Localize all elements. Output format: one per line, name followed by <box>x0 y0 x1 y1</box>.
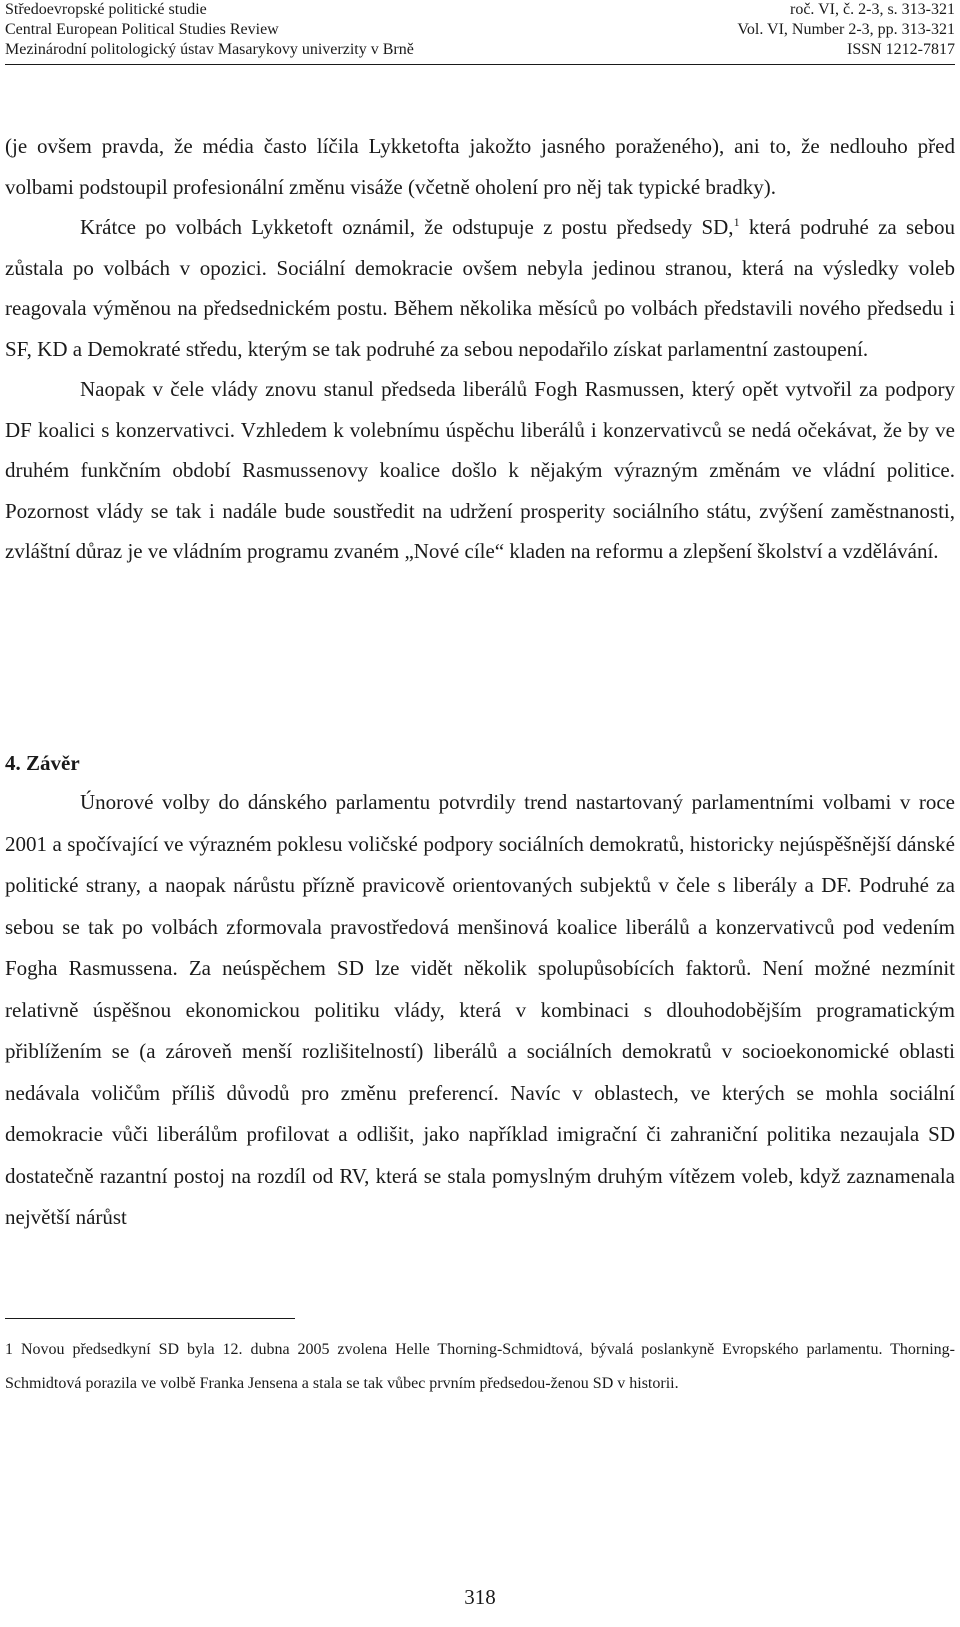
page-number: 318 <box>464 1585 496 1609</box>
footnote-divider <box>5 1318 295 1319</box>
journal-title-czech: Středoevropské politické studie <box>5 1 207 18</box>
section-heading: 4. Závěr <box>5 751 80 775</box>
footnote-marker: 1 <box>5 1341 13 1358</box>
header-row-3 <box>5 40 955 60</box>
body-text-block <box>5 126 955 572</box>
paragraph <box>5 207 955 369</box>
header-row-1 <box>5 0 955 20</box>
volume-info-english: Vol. VI, Number 2-3, pp. 313-321 <box>737 21 955 38</box>
publisher-institute: Mezinárodní politologický ústav Masarykovy univerzity v Brně <box>5 41 414 58</box>
paragraph: (je ovšem pravda, že média často líčila Lykketofta jakožto jasného poraženého), ani to, že nedlouho před volbami podstoupil profesionální změnu visáže (včetně oholení pro něj tak typické bradky). <box>5 134 955 199</box>
volume-info-czech: roč. VI, č. 2-3, s. 313-321 <box>789 1 955 18</box>
footnote-paragraph <box>5 1333 955 1401</box>
running-header <box>5 0 955 60</box>
paragraph: Naopak v čele vlády znovu stanul předseda liberálů Fogh Rasmussen, který opět vytvořil za podpory DF koalici s konzervativci. Vzhledem k volebnímu úspěchu liberálů i konzervativců se nedá očekávat, že by ve druhém funkčním období Rasmussenovy koalice došlo k nějakým výrazným změnám ve vládní politice. Pozornost vlády se tak i nadále bude soustředit na udržení prosperity sociálního státu, zvýšení zaměstnanosti, zvláštní důraz je ve vládním programu zvaném „Nové cíle“ kladen na reformu a zlepšení školství a vzdělávání. <box>5 377 955 563</box>
paragraph-text: která podruhé za sebou zůstala po volbách v opozici. Sociální demokracie ovšem nebyla jedinou stranou, která na výsledky voleb reagovala výměnou na předsednickém postu. Během několika měsíců po volbách představili nového předsedu i SF, KD a Demokraté středu, kterým se tak podruhé za sebou nepodařilo získat parlamentní zastoupení. <box>5 215 955 361</box>
conclusion-text-block <box>5 782 955 1239</box>
journal-title-english: Central European Political Studies Review <box>5 21 279 38</box>
header-row-2 <box>5 20 955 40</box>
header-divider <box>5 64 955 65</box>
footnote <box>5 1333 955 1401</box>
issn: ISSN 1212-7817 <box>846 41 955 58</box>
paragraph: Únorové volby do dánského parlamentu potvrdily trend nastartovaný parlamentními volbami v roce 2001 a spočívající ve výrazném poklesu voličské podpory sociálních demokratů, historicky nejúspěšnější dánské politické strany, a naopak nárůstu přízně pravicově orientovaných subjektů v čele s liberály a DF. Podruhé za sebou se tak po volbách zformovala pravostředová menšinová koalice liberálů a konzervativců pod vedením Fogha Rasmussena. Za neúspěchem SD lze vidět několik spolupůsobících faktorů. Není možné nezmínit relativně úspěšnou ekonomickou politiku vlády, která v kombinaci s dlouhodobějším programatickým přiblížením se (a zároveň menší rozlišitelností) liberálů a sociálních demokratů v socioekonomické oblasti nedávala voličům příliš důvodů pro změnu preferencí. Navíc v oblastech, ve kterých se mohla sociální demokracie vůči liberálům profilovat a odlišit, jako například imigrační či zahraniční politika nezaujala SD dostatečně razantní postoj na rozdíl od RV, která se stala pomyslným druhým vítězem voleb, když zaznamenala největší nárůst <box>5 790 955 1229</box>
footnote-reference[interactable]: 1 <box>733 215 740 229</box>
paragraph-text: Krátce po volbách Lykketoft oznámil, že odstupuje z postu předsedy SD, <box>80 215 734 239</box>
footnote-text: Novou předsedkyní SD byla 12. dubna 2005 zvolena Helle Thorning-Schmidtová, bývalá poslankyně Evropského parlamentu. Thorning-Schmidtová porazila ve volbě Franka Jensena a stala se tak vůbec prvním předsedou-ženou SD v historii. <box>5 1341 955 1392</box>
